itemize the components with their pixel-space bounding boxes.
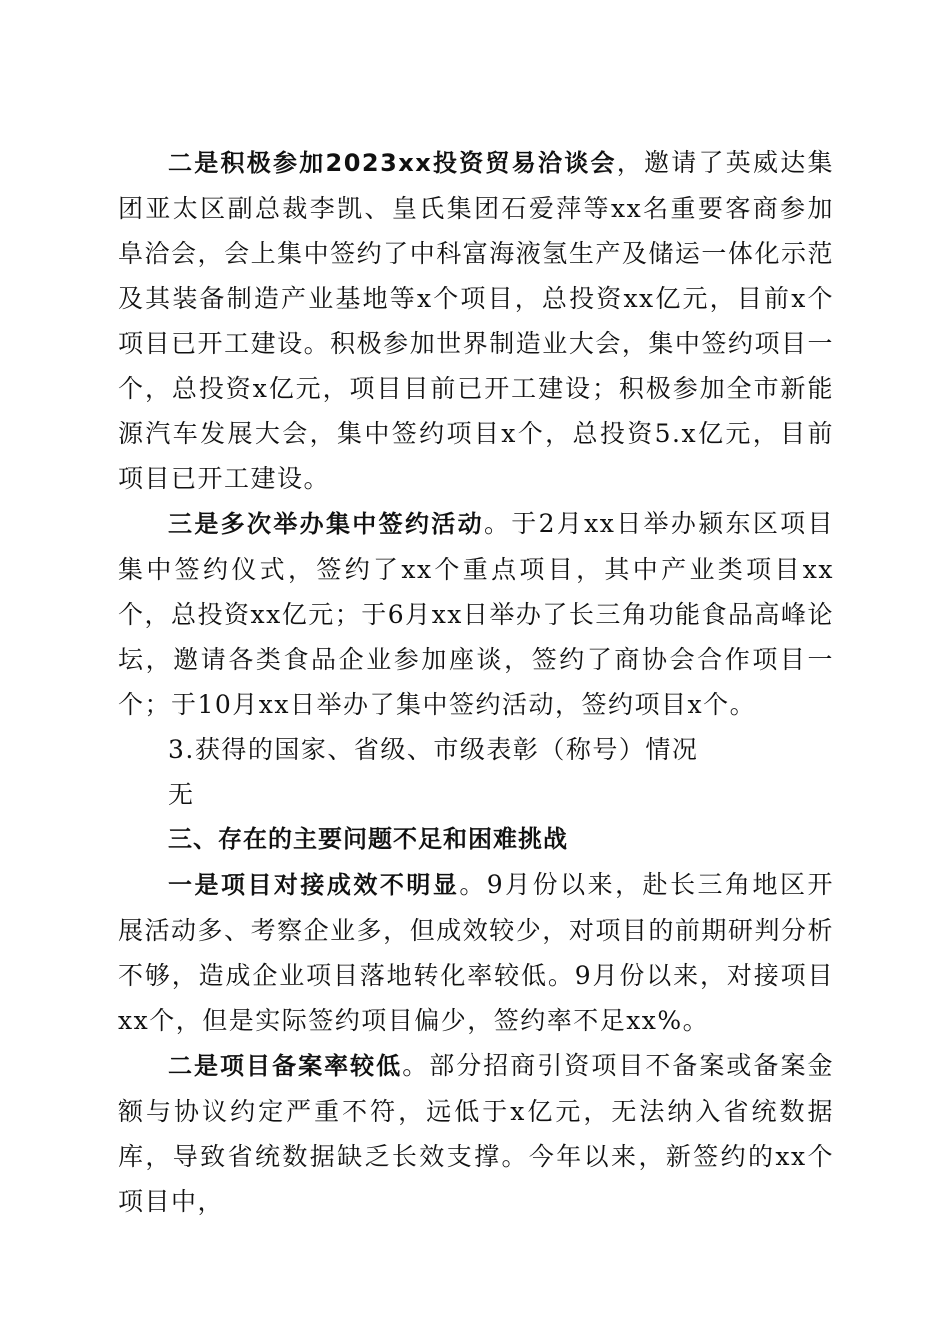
paragraph-body: 。部分招商引资项目不备案或备案金额与协议约定严重不符，远低于x亿元，无法纳入省统数据库，导致省统数据缺乏长效支撑。今年以来，新签约的xx个项目中， <box>118 1051 834 1216</box>
paragraph-body: ，邀请了英威达集团亚太区副总裁李凯、皇氏集团石爱萍等xx名重要客商参加阜洽会，会上集中签约了中科富海液氢生产及储运一体化示范及其装备制造产业基地等x个项目，总投资xx亿元，目前x个项目已开工建设。积极参加世界制造业大会，集中签约项目一个，总投资x亿元，项目目前已开工建设；积极参加全市新能源汽车发展大会，集中签约项目x个，总投资5.x亿元，目前项目已开工建设。 <box>118 148 834 493</box>
paragraph-body: 。9月份以来，赴长三角地区开展活动多、考察企业多，但成效较少，对项目的前期研判分析不够，造成企业项目落地转化率较低。9月份以来，对接项目xx个，但是实际签约项目偏少，签约率不足xx%。 <box>118 870 834 1035</box>
paragraph-awards-title: 3.获得的国家、省级、市级表彰（称号）情况 <box>168 735 699 764</box>
paragraph-expo-participation <box>118 140 834 501</box>
document-page <box>118 140 834 1224</box>
paragraph-lead: 三是多次举办集中签约活动 <box>168 510 484 538</box>
paragraph-awards-none: 无 <box>168 780 195 809</box>
paragraph-body: 。于2月xx日举办颍东区项目集中签约仪式，签约了xx个重点项目，其中产业类项目xx个，总投资xx亿元；于6月xx日举办了长三角功能食品高峰论坛，邀请各类食品企业参加座谈，签约了商协会合作项目一个；于10月xx日举办了集中签约活动，签约项目x个。 <box>118 509 835 719</box>
paragraph-project-docking <box>118 862 834 1043</box>
paragraph-filing-rate <box>118 1043 834 1224</box>
section-heading-problems: 三、存在的主要问题不足和困难挑战 <box>168 825 568 853</box>
paragraph-signing-events <box>118 501 834 727</box>
paragraph-lead: 二是项目备案率较低 <box>168 1052 403 1080</box>
paragraph-lead: 一是项目对接成效不明显 <box>168 871 460 899</box>
paragraph-lead: 二是积极参加2023xx投资贸易洽谈会 <box>168 149 617 177</box>
